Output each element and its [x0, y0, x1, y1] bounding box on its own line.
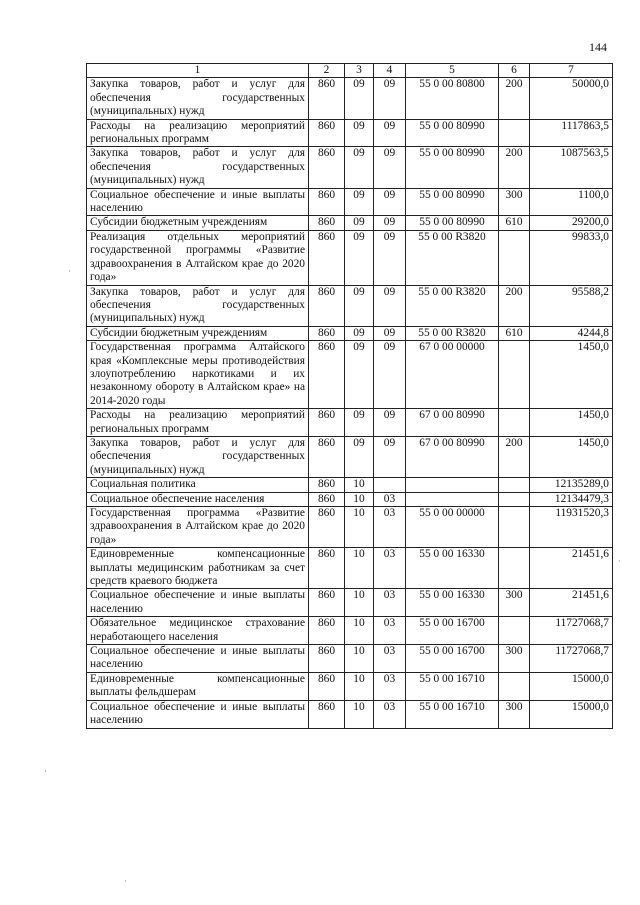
cell-expense-type: 200 [499, 285, 530, 326]
cell-section: 09 [345, 216, 374, 230]
cell-expense-type [499, 507, 530, 548]
cell-ministry: 860 [309, 119, 345, 147]
cell-target-article: 55 0 00 16700 [406, 617, 499, 645]
cell-amount: 12134479,3 [530, 492, 613, 506]
cell-section: 09 [345, 409, 374, 437]
cell-ministry: 860 [309, 700, 345, 728]
cell-expense-type: 200 [499, 147, 530, 188]
table-row [87, 147, 613, 188]
cell-target-article: 55 0 00 80990 [406, 216, 499, 230]
table-row [87, 492, 613, 506]
cell-name: Социальное обеспечение населения [87, 492, 309, 506]
table-row [87, 507, 613, 548]
cell-amount: 1450,0 [530, 409, 613, 437]
table-row [87, 230, 613, 285]
scan-speck: · [124, 876, 127, 886]
cell-name: Субсидии бюджетным учреждениям [87, 326, 309, 340]
cell-target-article: 55 0 00 16710 [406, 700, 499, 728]
header-col-1: 1 [87, 64, 309, 78]
cell-amount: 15000,0 [530, 672, 613, 700]
cell-target-article: 55 0 00 R3820 [406, 285, 499, 326]
cell-name: Социальное обеспечение и иные выплаты населению [87, 188, 309, 216]
cell-expense-type: 200 [499, 436, 530, 477]
cell-expense-type [499, 230, 530, 285]
cell-ministry: 860 [309, 188, 345, 216]
page-number: 144 [589, 40, 607, 54]
cell-expense-type [499, 617, 530, 645]
cell-amount: 15000,0 [530, 700, 613, 728]
cell-expense-type: 300 [499, 700, 530, 728]
table-row [87, 589, 613, 617]
cell-amount: 1100,0 [530, 188, 613, 216]
table-row [87, 700, 613, 728]
cell-expense-type: 300 [499, 589, 530, 617]
cell-amount: 11727068,7 [530, 617, 613, 645]
cell-section: 10 [345, 548, 374, 589]
cell-subsection: 09 [374, 147, 406, 188]
cell-name: Государственная программа Алтайского края «Комплексные меры противодействия злоупотреблению наркотиками и их незаконному обороту в Алтайском крае» на 2014-2020 годы [87, 341, 309, 409]
cell-name: Обязательное медицинское страхование неработающего населения [87, 617, 309, 645]
cell-expense-type [499, 341, 530, 409]
cell-subsection: 03 [374, 617, 406, 645]
cell-expense-type: 610 [499, 326, 530, 340]
cell-target-article: 55 0 00 16330 [406, 548, 499, 589]
cell-name: Закупка товаров, работ и услуг для обеспечения государственных (муниципальных) нужд [87, 436, 309, 477]
cell-ministry: 860 [309, 409, 345, 437]
cell-target-article: 55 0 00 80800 [406, 78, 499, 119]
header-row [87, 64, 613, 78]
header-col-2: 2 [309, 64, 345, 78]
cell-target-article [406, 478, 499, 492]
cell-section: 10 [345, 645, 374, 673]
cell-target-article: 55 0 00 80990 [406, 147, 499, 188]
cell-name: Социальное обеспечение и иные выплаты населению [87, 645, 309, 673]
cell-subsection: 09 [374, 436, 406, 477]
cell-name: Закупка товаров, работ и услуг для обеспечения государственных (муниципальных) нужд [87, 285, 309, 326]
cell-ministry: 860 [309, 436, 345, 477]
cell-name: Расходы на реализацию мероприятий региональных программ [87, 119, 309, 147]
cell-expense-type [499, 119, 530, 147]
cell-expense-type: 300 [499, 188, 530, 216]
cell-target-article [406, 492, 499, 506]
cell-amount: 95588,2 [530, 285, 613, 326]
cell-expense-type [499, 478, 530, 492]
cell-ministry: 860 [309, 589, 345, 617]
cell-subsection: 09 [374, 216, 406, 230]
header-col-6: 6 [499, 64, 530, 78]
table-row [87, 285, 613, 326]
header-col-7: 7 [530, 64, 613, 78]
cell-amount: 11727068,7 [530, 645, 613, 673]
cell-subsection: 09 [374, 78, 406, 119]
cell-name: Единовременные компенсационные выплаты медицинским работникам за счет средств краевого бюджета [87, 548, 309, 589]
cell-ministry: 860 [309, 78, 345, 119]
cell-target-article: 55 0 00 16710 [406, 672, 499, 700]
cell-subsection: 09 [374, 341, 406, 409]
cell-amount: 1450,0 [530, 436, 613, 477]
table-row [87, 78, 613, 119]
cell-subsection: 09 [374, 326, 406, 340]
table-row [87, 617, 613, 645]
cell-ministry: 860 [309, 478, 345, 492]
cell-expense-type [499, 409, 530, 437]
table-row [87, 548, 613, 589]
table-row [87, 409, 613, 437]
cell-subsection: 09 [374, 230, 406, 285]
table-body [87, 78, 613, 728]
table-row [87, 645, 613, 673]
cell-amount: 21451,6 [530, 589, 613, 617]
cell-subsection: 09 [374, 188, 406, 216]
table-row [87, 216, 613, 230]
cell-ministry: 860 [309, 147, 345, 188]
cell-target-article: 55 0 00 16330 [406, 589, 499, 617]
cell-subsection: 09 [374, 285, 406, 326]
cell-ministry: 860 [309, 492, 345, 506]
cell-ministry: 860 [309, 326, 345, 340]
cell-name: Расходы на реализацию мероприятий региональных программ [87, 409, 309, 437]
cell-target-article: 67 0 00 00000 [406, 341, 499, 409]
cell-amount: 29200,0 [530, 216, 613, 230]
cell-expense-type [499, 672, 530, 700]
cell-section: 09 [345, 188, 374, 216]
cell-subsection [374, 478, 406, 492]
cell-ministry: 860 [309, 230, 345, 285]
table-row [87, 326, 613, 340]
cell-subsection: 03 [374, 672, 406, 700]
cell-name: Реализация отдельных мероприятий государственной программы «Развитие здравоохранения в Алтайском крае до 2020 года» [87, 230, 309, 285]
cell-target-article: 55 0 00 R3820 [406, 326, 499, 340]
cell-amount: 50000,0 [530, 78, 613, 119]
table-row [87, 672, 613, 700]
cell-section: 10 [345, 700, 374, 728]
scan-speck: · [44, 766, 47, 776]
header-col-5: 5 [406, 64, 499, 78]
cell-subsection: 03 [374, 548, 406, 589]
cell-section: 09 [345, 326, 374, 340]
cell-ministry: 860 [309, 645, 345, 673]
table-row [87, 119, 613, 147]
cell-section: 10 [345, 478, 374, 492]
cell-section: 09 [345, 341, 374, 409]
cell-name: Социальное обеспечение и иные выплаты населению [87, 700, 309, 728]
table-row [87, 341, 613, 409]
cell-target-article: 55 0 00 80990 [406, 119, 499, 147]
cell-amount: 4244,8 [530, 326, 613, 340]
cell-expense-type: 300 [499, 645, 530, 673]
cell-ministry: 860 [309, 617, 345, 645]
header-col-4: 4 [374, 64, 406, 78]
cell-name: Социальная политика [87, 478, 309, 492]
cell-ministry: 860 [309, 341, 345, 409]
table-row [87, 188, 613, 216]
cell-subsection: 09 [374, 409, 406, 437]
cell-amount: 1087563,5 [530, 147, 613, 188]
cell-subsection: 09 [374, 119, 406, 147]
cell-section: 09 [345, 230, 374, 285]
cell-subsection: 03 [374, 645, 406, 673]
cell-name: Социальное обеспечение и иные выплаты населению [87, 589, 309, 617]
cell-name: Закупка товаров, работ и услуг для обеспечения государственных (муниципальных) нужд [87, 78, 309, 119]
cell-section: 09 [345, 78, 374, 119]
cell-section: 10 [345, 672, 374, 700]
budget-table [86, 63, 613, 729]
cell-target-article: 55 0 00 00000 [406, 507, 499, 548]
cell-target-article: 67 0 00 80990 [406, 409, 499, 437]
cell-amount: 11931520,3 [530, 507, 613, 548]
header-col-3: 3 [345, 64, 374, 78]
cell-name: Закупка товаров, работ и услуг для обеспечения государственных (муниципальных) нужд [87, 147, 309, 188]
scan-speck: · [618, 556, 621, 566]
cell-expense-type: 610 [499, 216, 530, 230]
scan-speck: · [68, 266, 71, 276]
cell-amount: 1117863,5 [530, 119, 613, 147]
cell-subsection: 03 [374, 492, 406, 506]
cell-target-article: 55 0 00 16700 [406, 645, 499, 673]
cell-ministry: 860 [309, 672, 345, 700]
cell-subsection: 03 [374, 589, 406, 617]
cell-ministry: 860 [309, 507, 345, 548]
cell-subsection: 03 [374, 507, 406, 548]
cell-section: 09 [345, 119, 374, 147]
cell-section: 09 [345, 436, 374, 477]
table-row [87, 478, 613, 492]
cell-amount: 12135289,0 [530, 478, 613, 492]
cell-subsection: 03 [374, 700, 406, 728]
cell-ministry: 860 [309, 548, 345, 589]
cell-amount: 99833,0 [530, 230, 613, 285]
cell-amount: 21451,6 [530, 548, 613, 589]
cell-ministry: 860 [309, 216, 345, 230]
cell-section: 09 [345, 147, 374, 188]
cell-name: Государственная программа «Развитие здравоохранения в Алтайском крае до 2020 года» [87, 507, 309, 548]
table-row [87, 436, 613, 477]
cell-section: 10 [345, 617, 374, 645]
cell-name: Субсидии бюджетным учреждениям [87, 216, 309, 230]
cell-section: 10 [345, 492, 374, 506]
cell-ministry: 860 [309, 285, 345, 326]
cell-expense-type [499, 492, 530, 506]
cell-amount: 1450,0 [530, 341, 613, 409]
cell-section: 10 [345, 507, 374, 548]
cell-name: Единовременные компенсационные выплаты фельдшерам [87, 672, 309, 700]
cell-section: 10 [345, 589, 374, 617]
cell-target-article: 67 0 00 80990 [406, 436, 499, 477]
cell-section: 09 [345, 285, 374, 326]
cell-target-article: 55 0 00 80990 [406, 188, 499, 216]
cell-expense-type: 200 [499, 78, 530, 119]
cell-target-article: 55 0 00 R3820 [406, 230, 499, 285]
cell-expense-type [499, 548, 530, 589]
